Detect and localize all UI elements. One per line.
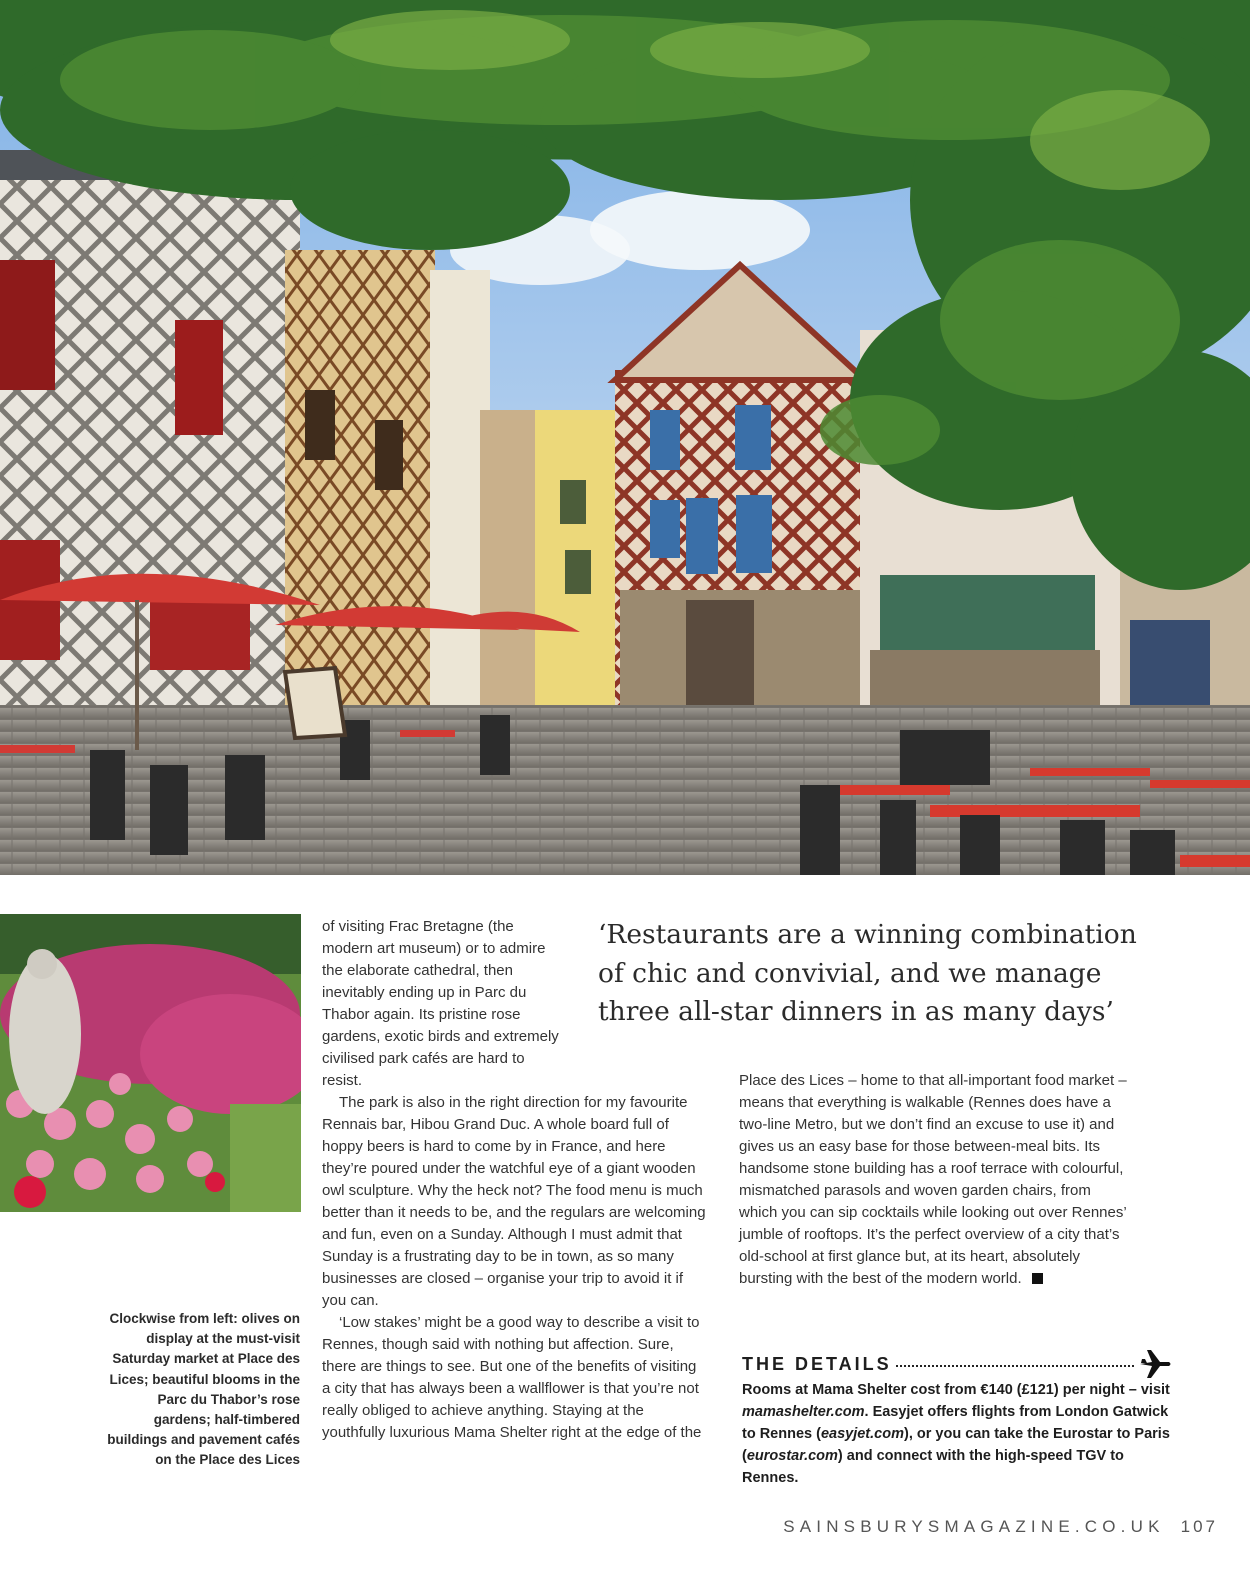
page-footer xyxy=(783,1517,1218,1537)
page-number: 107 xyxy=(1180,1517,1218,1536)
body-paragraph: of visiting Frac Bretagne (the modern art museum) or to admire the elaborate cathedral, then inevitably ending up in Parc du Thabor again. Its pristine rose gardens, exotic birds and extremely civilised park cafés are hard to resist. xyxy=(322,918,559,1089)
body-paragraph: The park is also in the right direction for my favourite Rennais bar, Hibou Grand Duc. A whole board full of hoppy beers is hard to come by in France, and here they’re poured under the watchful eye of a giant wooden owl sculpture. Why the heck not? The food menu is much better than it needs to be, and the regulars are welcoming and fun, even on a Sunday. Although I must admit that Sunday is a frustrating day to be in town, as so many businesses are closed – organise your trip to avoid it if you can. xyxy=(322,1094,706,1309)
article-column-2 xyxy=(739,1070,1129,1290)
easyjet-link: easyjet.com xyxy=(820,1426,904,1442)
body-text: Place des Lices – home to that all-important food market – means that everything is walkable (Rennes does have a two-line Metro, but we don’t find an excuse to use it) and gives us an easy base for those between-meal bits. Its handsome stone building has a roof terrace with colourful, mismatched parasols and woven garden chairs, from which you can sip cocktails while looking out over Rennes’ jumble of rooftops. It’s the perfect overview of a city that’s old-school at first glance but, at its heart, absolutely bursting with the best of the modern world. xyxy=(739,1072,1127,1287)
photo-caption: Clockwise from left: olives on display at the must-visit Saturday market at Place des Lices; beautiful blooms in the Parc du Thabor’s rose gardens; half-timbered buildings and pavement cafés on the Place des Lices xyxy=(107,1311,300,1468)
body-paragraph: ‘Low stakes’ might be a good way to describe a visit to Rennes, though said with nothing but affection. Sure, there are things to see. But one of the benefits of visiting a city that has always been a wallflower is that you’re not really obliged to achieve anything. Staying at the youthfully luxurious Mama Shelter right at the edge of the xyxy=(322,1314,702,1441)
details-box xyxy=(742,1347,1172,1489)
mamashelter-link: mamashelter.com xyxy=(742,1404,865,1420)
details-text-part: ) and connect with the high-speed TGV to Rennes. xyxy=(742,1448,1124,1486)
details-text-part: . Easyjet offers flights from London Gatwick to Rennes ( xyxy=(742,1404,1169,1442)
body-paragraph xyxy=(739,1070,1129,1290)
details-text xyxy=(742,1379,1172,1489)
details-text-part: ), or you can take the Eurostar to Paris ( xyxy=(742,1426,1170,1464)
details-header xyxy=(742,1347,1172,1381)
details-text-part: Rooms at Mama Shelter cost from €140 (£121) per night – visit xyxy=(742,1382,1170,1398)
dotted-rule xyxy=(896,1365,1134,1367)
airplane-icon xyxy=(1138,1347,1172,1381)
eurostar-link: eurostar.com xyxy=(746,1448,838,1464)
footer-site: SAINSBURYSMAGAZINE.CO.UK xyxy=(783,1517,1165,1536)
inset-photo-rose-garden xyxy=(0,914,301,1212)
pull-quote: ‘Restaurants are a winning combination of chic and convivial, and we manage three all-star dinners in as many days’ xyxy=(598,919,1137,1027)
details-title: THE DETAILS xyxy=(742,1353,892,1374)
end-mark-icon xyxy=(1032,1273,1043,1284)
